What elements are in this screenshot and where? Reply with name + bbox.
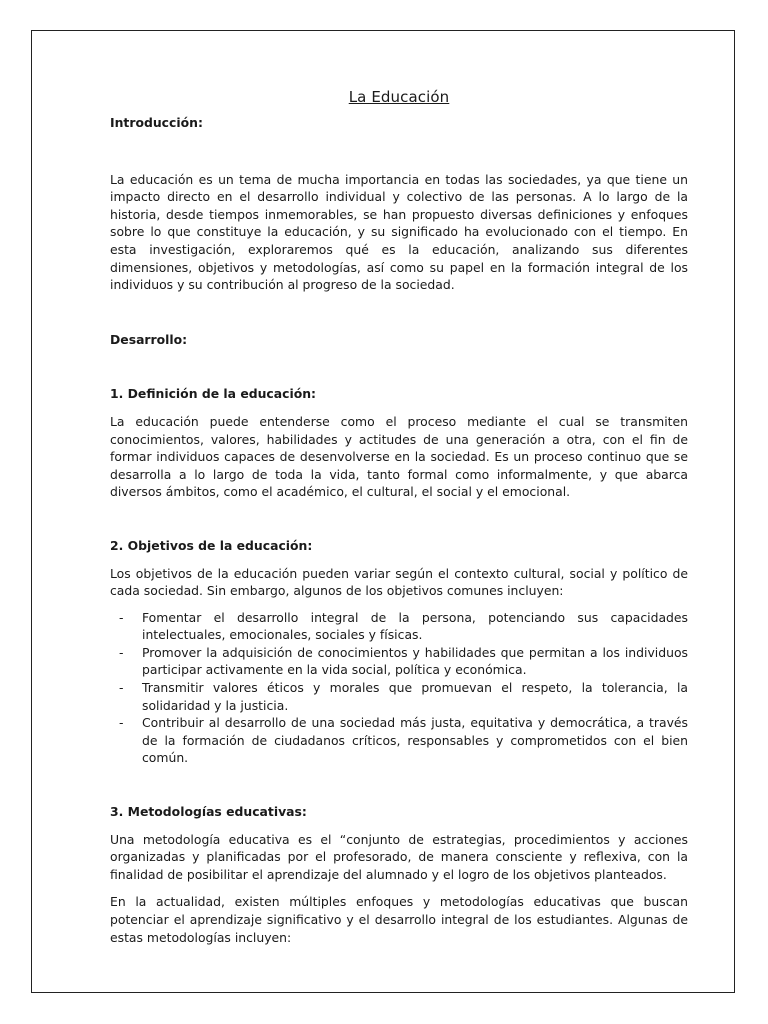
list-item-text: Contribuir al desarrollo de una sociedad más justa, equitativa y democrática, a través de la formación de ciudadanos críticos, responsables y comprometidos con el bien común. (142, 715, 688, 766)
document-page (31, 30, 735, 993)
intro-heading: Introducción: (110, 115, 203, 130)
list-item (110, 679, 688, 714)
development-heading: Desarrollo: (110, 331, 188, 347)
document-content (110, 87, 688, 946)
section2-heading: 2. Objetivos de la educación: (110, 537, 313, 553)
section3-paragraph-1: Una metodología educativa es el “conjunto de estrategias, procedimientos y acciones organizadas y planificadas por el profesorado, de manera consciente y reflexiva, con la finalidad de posibilitar el aprendizaje del alumnado y el logro de los objetivos planteados. (110, 831, 688, 882)
section3-heading: 3. Metodologías educativas: (110, 804, 307, 820)
section3-paragraph-2: En la actualidad, existen múltiples enfoques y metodologías educativas que buscan potenciar el aprendizaje significativo y el desarrollo integral de los estudiantes. Algunas de estas metodologías incluyen: (110, 894, 688, 945)
list-item (110, 609, 688, 644)
section2-paragraph: Los objetivos de la educación pueden variar según el contexto cultural, social y político de cada sociedad. Sin embargo, algunos de los objetivos comunes incluyen: (110, 565, 688, 599)
objectives-list (110, 609, 688, 767)
list-item (110, 644, 688, 679)
dash-bullet: - (119, 715, 124, 731)
intro-paragraph: La educación es un tema de mucha importancia en todas las sociedades, ya que tiene un impacto directo en el desarrollo individual y colectivo de las personas. A lo largo de la historia, desde tiempos inmemorables, se han propuesto diversas definiciones y enfoques sobre lo que constituye la educación, y su significado ha evolucionado con el tiempo. En esta investigación, exploraremos qué es la educación, analizando sus diferentes dimensiones, objetivos y metodologías, así como su papel en la formación integral de los individuos y su contribución al progreso de la sociedad. (110, 171, 688, 293)
section1-heading: 1. Definición de la educación: (110, 386, 317, 402)
list-item-text: Promover la adquisición de conocimientos y habilidades que permitan a los individuos participar activamente en la vida social, política y económica. (142, 644, 688, 678)
dash-bullet: - (119, 609, 124, 625)
list-item-text: Transmitir valores éticos y morales que promuevan el respeto, la tolerancia, la solidaridad y la justicia. (142, 680, 688, 713)
dash-bullet: - (119, 680, 124, 696)
list-item (110, 714, 688, 767)
document-title: La Educación (348, 88, 450, 106)
section1-paragraph: La educación puede entenderse como el proceso mediante el cual se transmiten conocimientos, valores, habilidades y actitudes de una generación a otra, con el fin de formar individuos capaces de desenvolverse en la sociedad. Es un proceso continuo que se desarrolla a lo largo de toda la vida, tanto formal como informalmente, y que abarca diversos ámbitos, como el académico, el cultural, el social y el emocional. (110, 413, 688, 500)
dash-bullet: - (119, 644, 124, 660)
list-item-text: Fomentar el desarrollo integral de la persona, potenciando sus capacidades intelectuales, emocionales, sociales y físicas. (142, 609, 688, 643)
